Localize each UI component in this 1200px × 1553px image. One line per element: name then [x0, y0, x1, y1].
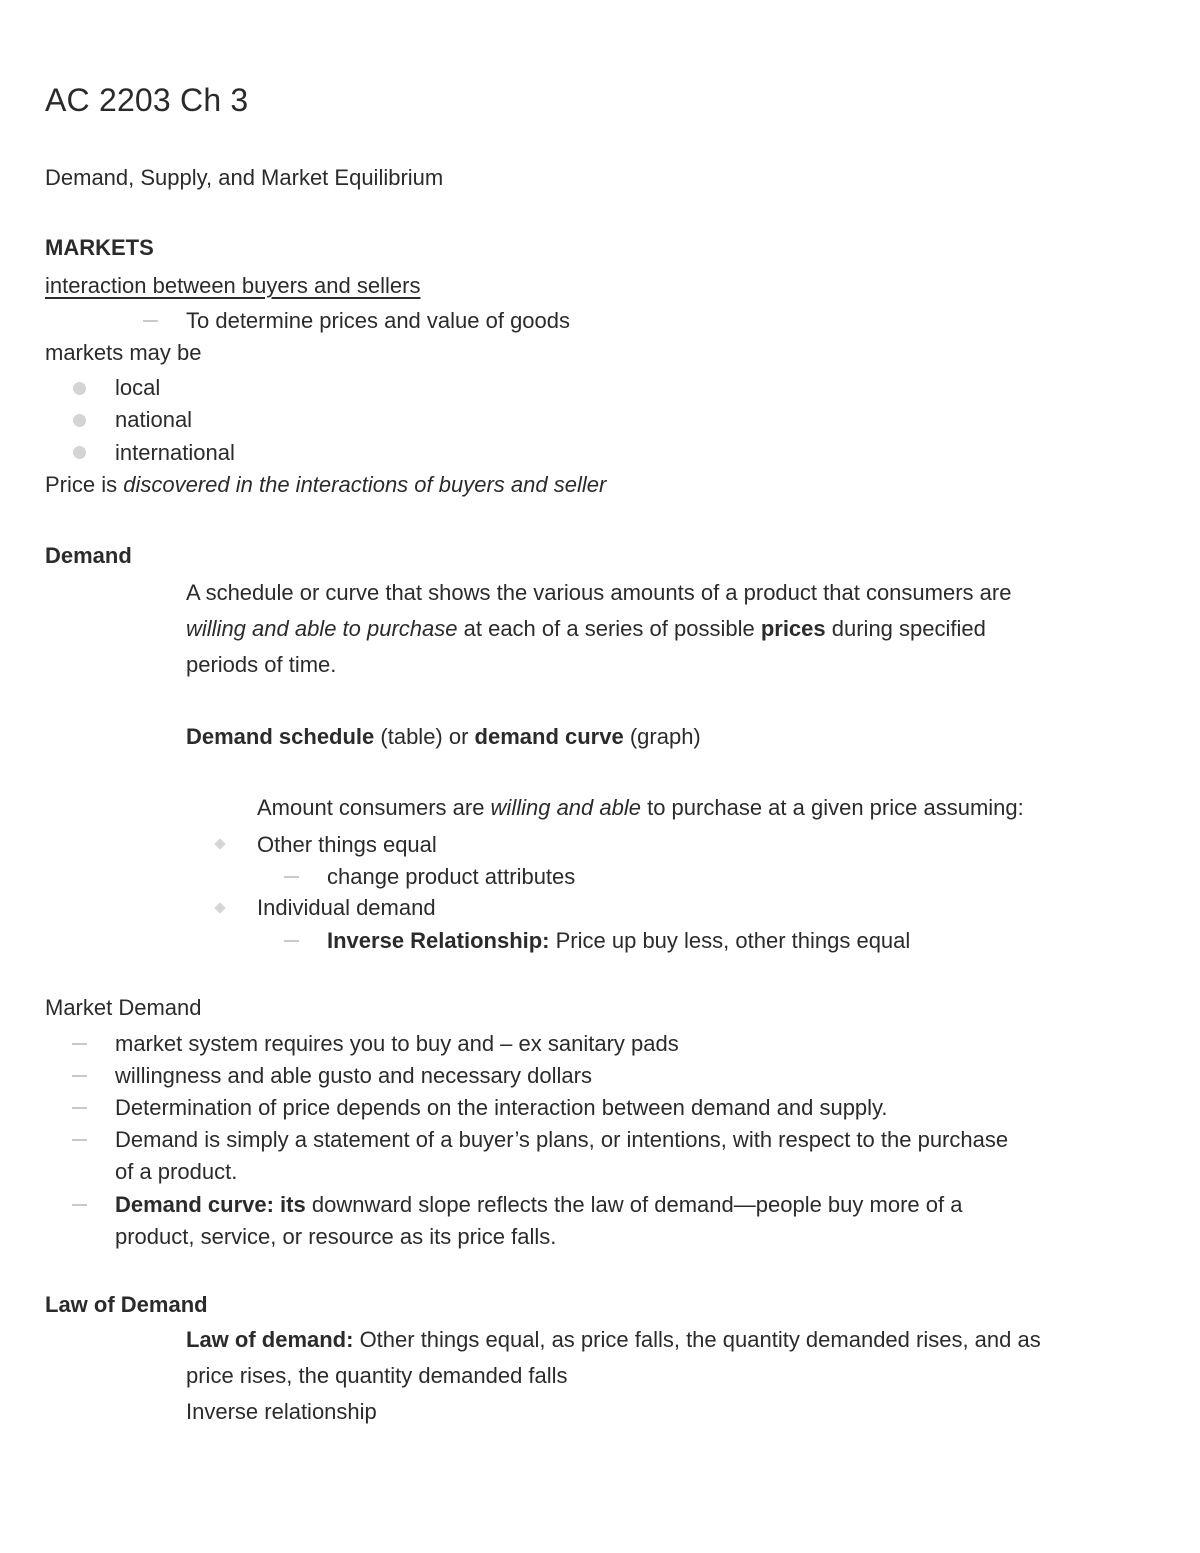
list-item: change product attributes — [327, 864, 576, 889]
text-span: (graph) — [623, 724, 701, 749]
list-item: willingness and able gusto and necessary dollars — [115, 1063, 592, 1088]
dash-bullet-icon — [143, 320, 158, 322]
bold-span: Inverse Relationship: — [327, 928, 550, 953]
text-span: during specified — [825, 616, 986, 641]
markets-definition: interaction between buyers and sellers — [45, 273, 421, 298]
list-item — [115, 1189, 962, 1221]
list-item: Other things equal — [257, 832, 437, 857]
list-item — [327, 925, 910, 957]
list-item: local — [115, 375, 161, 400]
bold-span: Demand curve: its — [115, 1192, 306, 1217]
bold-span: demand curve — [474, 724, 624, 749]
markets-may-be: markets may be — [45, 340, 202, 365]
bullet-dot-icon — [73, 382, 86, 395]
law-line3: Inverse relationship — [186, 1399, 377, 1424]
amount-consumers-line — [257, 792, 1024, 824]
dash-bullet-icon — [284, 876, 299, 878]
text-span: to purchase at a given price assuming: — [640, 795, 1024, 820]
list-item: national — [115, 407, 193, 432]
list-item: market system requires you to buy and – ex sanitary pads — [115, 1031, 679, 1056]
text-span: at each of a series of possible — [457, 616, 761, 641]
dash-bullet-icon — [72, 1204, 87, 1206]
demand-definition-line3: periods of time. — [186, 652, 337, 677]
demand-definition-line2 — [186, 613, 986, 645]
list-item: international — [115, 440, 235, 465]
markets-purpose: To determine prices and value of goods — [186, 308, 571, 333]
list-item: Individual demand — [257, 895, 436, 920]
text-span: Price up buy less, other things equal — [549, 928, 911, 953]
law-line1 — [186, 1324, 1041, 1356]
italic-span: willing and able to purchase — [186, 616, 458, 641]
bullet-dot-icon — [73, 414, 86, 427]
dash-bullet-icon — [72, 1139, 87, 1141]
diamond-bullet-icon — [214, 902, 225, 913]
market-demand-heading: Market Demand — [45, 995, 202, 1020]
diamond-bullet-icon — [214, 838, 225, 849]
price-prefix: Price is — [45, 472, 124, 497]
markets-heading: MARKETS — [45, 235, 154, 260]
text-span: downward slope reflects the law of demand—people buy more of a — [305, 1192, 963, 1217]
dash-bullet-icon — [72, 1075, 87, 1077]
law-heading: Law of Demand — [45, 1292, 208, 1317]
bold-span: Demand schedule — [186, 724, 375, 749]
subtitle: Demand, Supply, and Market Equilibrium — [45, 165, 444, 190]
bullet-dot-icon — [73, 446, 86, 459]
italic-span: willing and able — [490, 795, 641, 820]
list-item-continuation: of a product. — [115, 1159, 238, 1184]
bold-span: prices — [760, 616, 826, 641]
list-item-continuation: product, service, or resource as its price falls. — [115, 1224, 557, 1249]
demand-definition-line1: A schedule or curve that shows the various amounts of a product that consumers are — [186, 580, 1012, 605]
law-line2: price rises, the quantity demanded falls — [186, 1363, 568, 1388]
dash-bullet-icon — [284, 940, 299, 942]
price-statement — [45, 469, 606, 501]
list-item: Demand is simply a statement of a buyer’s plans, or intentions, with respect to the purchase — [115, 1127, 1009, 1152]
page-title: AC 2203 Ch 3 — [45, 82, 249, 118]
text-span: Amount consumers are — [257, 795, 491, 820]
text-span: (table) or — [374, 724, 475, 749]
text-span: Other things equal, as price falls, the quantity demanded rises, and as — [353, 1327, 1041, 1352]
price-italic: discovered in the interactions of buyers and seller — [123, 472, 607, 497]
dash-bullet-icon — [72, 1107, 87, 1109]
demand-schedule-line — [186, 721, 701, 753]
demand-heading: Demand — [45, 543, 132, 568]
dash-bullet-icon — [72, 1043, 87, 1045]
bold-span: Law of demand: — [186, 1327, 354, 1352]
list-item: Determination of price depends on the interaction between demand and supply. — [115, 1095, 888, 1120]
